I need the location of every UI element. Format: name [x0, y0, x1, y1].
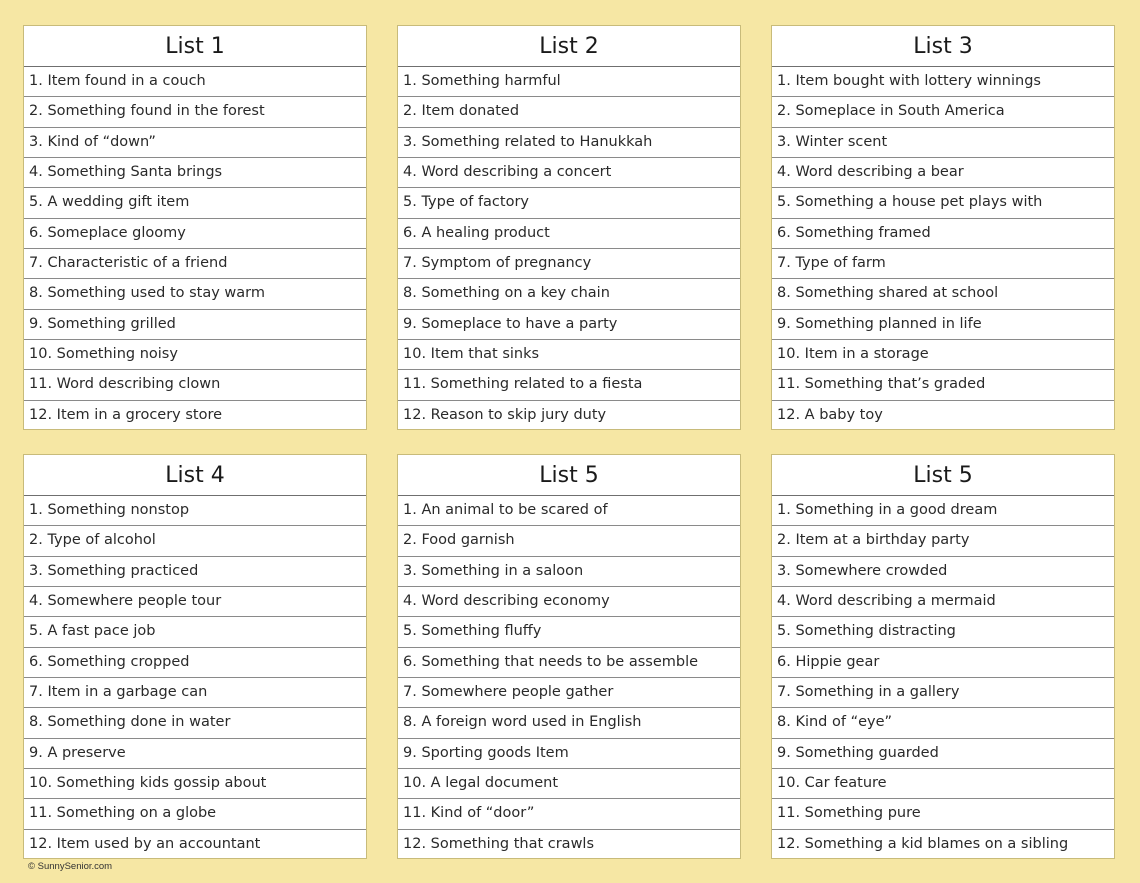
list-items: [24, 496, 366, 860]
list-item: 12. Item in a grocery store: [29, 406, 223, 423]
list-item: 12. Something that crawls: [403, 835, 595, 852]
list-title: List 3: [772, 26, 1114, 67]
list-title: List 1: [24, 26, 366, 67]
list-item: 6. Hippie gear: [772, 648, 1114, 678]
list-title: List 5: [398, 455, 740, 496]
list-item: 7. Item in a garbage can: [24, 678, 366, 708]
list-items: [772, 67, 1114, 431]
list-item: 3. Kind of “down”: [24, 128, 366, 158]
list-item: 8. Something on a key chain: [398, 279, 740, 309]
list-item: 4. Word describing economy: [398, 587, 740, 617]
list-item: 5. Something distracting: [772, 617, 1114, 647]
list-item: 5. A wedding gift item: [24, 188, 366, 218]
list-item: 9. Someplace to have a party: [398, 310, 740, 340]
list-item: 5. Something fluffy: [398, 617, 740, 647]
list-item: 6. Something cropped: [24, 648, 366, 678]
list-item: 4. Word describing a concert: [398, 158, 740, 188]
list-item: 10. Car feature: [772, 769, 1114, 799]
list-card-3: [771, 25, 1115, 430]
list-item: 8. Something done in water: [24, 708, 366, 738]
list-item: 1. Something harmful: [398, 67, 740, 97]
list-item: 1. An animal to be scared of: [398, 496, 740, 526]
list-item: 2. Item donated: [398, 97, 740, 127]
list-item: 12. A baby toy: [777, 406, 883, 423]
list-item: 3. Something practiced: [24, 557, 366, 587]
list-item: 7. Somewhere people gather: [398, 678, 740, 708]
list-item: 8. Something shared at school: [772, 279, 1114, 309]
list-item: 9. A preserve: [24, 739, 366, 769]
list-card-5: [397, 454, 741, 859]
list-items: [398, 67, 740, 431]
list-item: 9. Something guarded: [772, 739, 1114, 769]
list-item: 8. Kind of “eye”: [772, 708, 1114, 738]
list-item: 10. Item in a storage: [772, 340, 1114, 370]
list-item: 7. Symptom of pregnancy: [398, 249, 740, 279]
list-item: 7. Type of farm: [772, 249, 1114, 279]
list-item: 10. Something noisy: [24, 340, 366, 370]
list-items: [24, 67, 366, 431]
list-item: 9. Sporting goods Item: [398, 739, 740, 769]
copyright-notice: © SunnySenior.com: [28, 861, 113, 872]
list-item: 5. Type of factory: [398, 188, 740, 218]
list-title: List 4: [24, 455, 366, 496]
list-item: 1. Something nonstop: [24, 496, 366, 526]
list-item: 10. Something kids gossip about: [24, 769, 366, 799]
list-item: 3. Something related to Hanukkah: [398, 128, 740, 158]
list-item: 1. Item found in a couch: [24, 67, 366, 97]
list-item: 4. Word describing a mermaid: [772, 587, 1114, 617]
list-items: [772, 496, 1114, 860]
list-card-2: [397, 25, 741, 430]
list-item: 5. Something a house pet plays with: [772, 188, 1114, 218]
list-title: List 2: [398, 26, 740, 67]
list-item: 4. Somewhere people tour: [24, 587, 366, 617]
list-item: 1. Something in a good dream: [772, 496, 1114, 526]
list-item: 11. Something related to a fiesta: [398, 370, 740, 400]
list-item: 8. Something used to stay warm: [24, 279, 366, 309]
list-item: 3. Winter scent: [772, 128, 1114, 158]
list-item: 11. Something that’s graded: [772, 370, 1114, 400]
list-card-4: [23, 454, 367, 859]
list-item: 10. Item that sinks: [398, 340, 740, 370]
list-item: 3. Somewhere crowded: [772, 557, 1114, 587]
list-item: 2. Type of alcohol: [24, 526, 366, 556]
list-item: 9. Something grilled: [24, 310, 366, 340]
list-item: 12. Something a kid blames on a sibling: [777, 835, 1069, 852]
list-item: 4. Word describing a bear: [772, 158, 1114, 188]
list-item: 11. Something on a globe: [24, 799, 366, 829]
list-items: [398, 496, 740, 860]
list-item: 2. Food garnish: [398, 526, 740, 556]
list-item: 1. Item bought with lottery winnings: [772, 67, 1114, 97]
list-item: 11. Word describing clown: [24, 370, 366, 400]
list-item: 12. Reason to skip jury duty: [403, 406, 607, 423]
list-item: 8. A foreign word used in English: [398, 708, 740, 738]
list-card-1: [23, 25, 367, 430]
list-item: 6. Someplace gloomy: [24, 219, 366, 249]
list-item: 2. Someplace in South America: [772, 97, 1114, 127]
list-item: 6. Something that needs to be assemble: [398, 648, 740, 678]
list-item: 10. A legal document: [398, 769, 740, 799]
list-item: 3. Something in a saloon: [398, 557, 740, 587]
list-item: 4. Something Santa brings: [24, 158, 366, 188]
list-item: 6. A healing product: [398, 219, 740, 249]
list-item: 7. Something in a gallery: [772, 678, 1114, 708]
list-item: 2. Something found in the forest: [24, 97, 366, 127]
list-item: 11. Something pure: [772, 799, 1114, 829]
list-item: 7. Characteristic of a friend: [24, 249, 366, 279]
list-item: 11. Kind of “door”: [398, 799, 740, 829]
list-item: 9. Something planned in life: [772, 310, 1114, 340]
list-item: 12. Item used by an accountant: [29, 835, 261, 852]
list-title: List 5: [772, 455, 1114, 496]
list-item: 2. Item at a birthday party: [772, 526, 1114, 556]
list-item: 6. Something framed: [772, 219, 1114, 249]
list-card-6: [771, 454, 1115, 859]
list-item: 5. A fast pace job: [24, 617, 366, 647]
